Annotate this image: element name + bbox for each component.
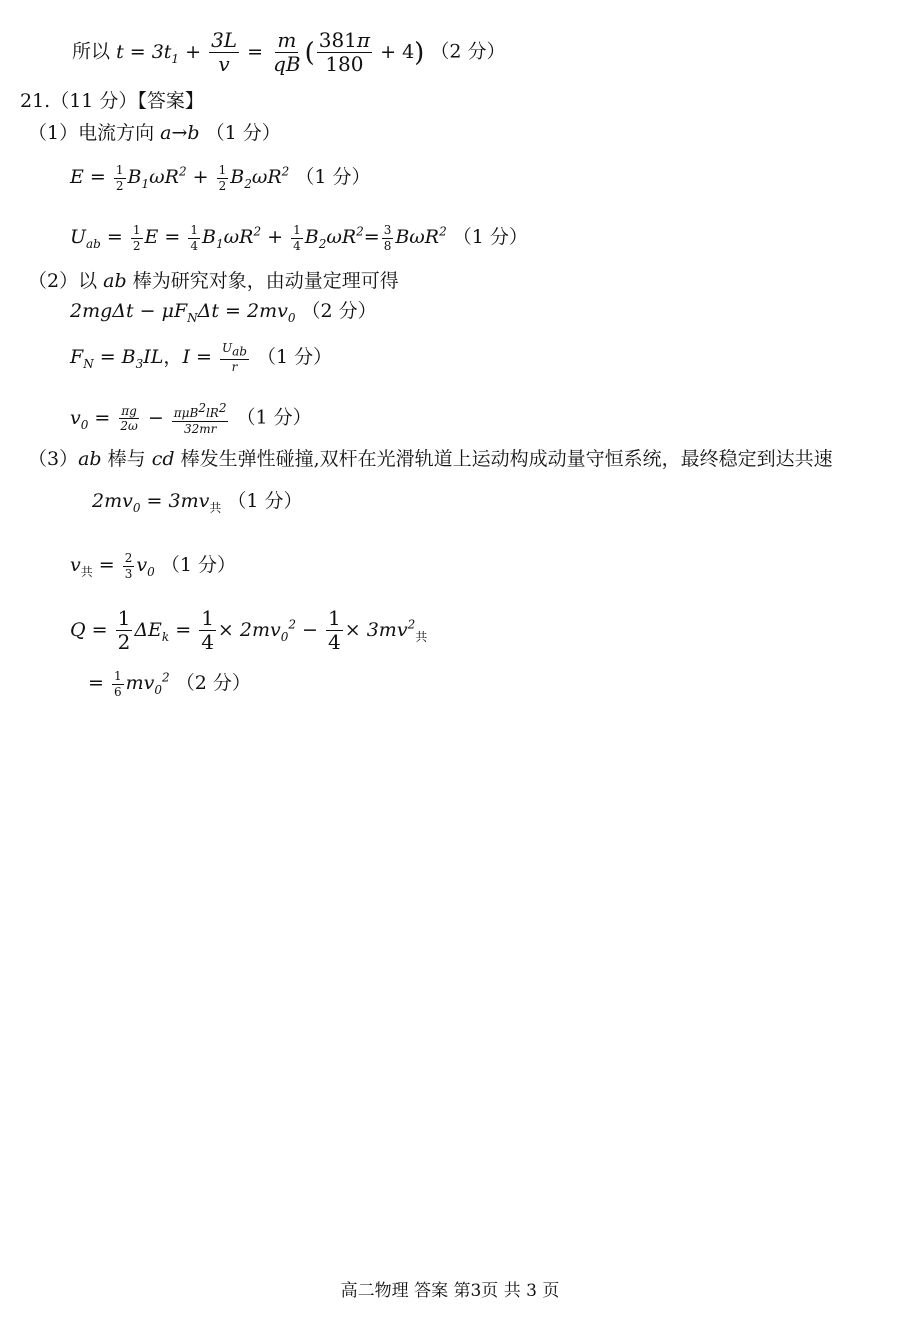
part3-common-velocity: $v_共$ = $\frac{2}{3}$ $v_0$ （1 分）: [70, 551, 236, 581]
part2-heading: [28, 272, 399, 291]
rod-ab: ab: [78, 448, 102, 470]
question-21-header: 21.（11 分）【答案】: [20, 90, 204, 112]
gong-subscript: 共: [415, 629, 428, 644]
part1-heading: [28, 124, 281, 143]
so-label: 所以: [72, 40, 111, 63]
score-label: （1 分）: [295, 166, 371, 189]
part3-heat-result: = $\frac{1}{6}$ $mv_0^2$ （2 分）: [88, 669, 251, 699]
rod-cd: cd: [151, 448, 175, 470]
part3-momentum-conservation: $2mv_0 = 3mv_共$ （1 分）: [92, 490, 303, 515]
score-label: （2 分）: [301, 300, 377, 322]
part3-heading-mid: 棒与: [107, 448, 146, 470]
score-label: （1 分）: [160, 554, 236, 577]
part2-momentum-equation: $2mg\Delta t - \mu F_N\Delta t = 2mv_0$ （2 分）: [70, 300, 377, 325]
part2-heading-text: （2）以: [28, 270, 98, 292]
score-label: （2 分）: [175, 672, 251, 695]
part2-velocity-equation: $v_0$ = $\frac{\pi g}{2\omega}$ − $\frac{\pi\mu B^2lR^2}{32mr}$ （1 分）: [70, 401, 312, 436]
score-label: （1 分）: [452, 226, 528, 249]
score-label: （1 分）: [236, 406, 312, 429]
part3-heading-text: （3）: [28, 448, 79, 470]
gong-subscript: 共: [80, 564, 93, 579]
part1-heading-text: （1）电流方向: [28, 122, 155, 144]
time-equation: $t = 3t_1$ + $\frac{3L}{v}$ = $\frac{m}{qB}$ ( $\frac{381\pi}{180}$ + 4): [116, 28, 425, 76]
current-direction: a→b: [160, 122, 200, 144]
part1-emf-equation: E = $\frac{1}{2}$ $B_1\omega R^2$ + $\frac{1}{2}$ $B_2\omega R^2$ （1 分）: [70, 163, 371, 193]
rod-ab: ab: [103, 270, 127, 292]
part2-force-equation: $F_N = B_3IL$，I = $\frac{U_{ab}}{r}$ （1 分）: [70, 341, 333, 374]
page-footer: 高二物理 答案 第3页 共 3 页: [340, 1281, 560, 1301]
part3-heat-equation: Q = $\frac{1}{2}$ $\Delta E_k$ = $\frac{1}{4}$ × $2mv_0^2$ − $\frac{1}{4}$ × $3mv^2_共$: [70, 606, 428, 654]
score-label: （1 分）: [256, 345, 333, 368]
part3-heading-suffix: 棒发生弹性碰撞,双杆在光滑轨道上运动构成动量守恒系统，最终稳定到达共速: [180, 448, 833, 470]
gong-subscript: 共: [209, 500, 222, 515]
score-label: （2 分）: [430, 40, 506, 63]
score-label: （1 分）: [205, 122, 281, 144]
part1-voltage-equation: $U_{ab}$ = $\frac{1}{2}$ E = $\frac{1}{4}$ $B_1\omega R^2$ + $\frac{1}{4}$ $B_2\omega R^2=$ $\frac{3}{8}$ BωR$^2$ （1 分）: [70, 223, 528, 253]
score-label: （1 分）: [227, 490, 303, 512]
part3-heading: [28, 450, 833, 469]
part2-heading-suffix: 棒为研究对象，由动量定理可得: [132, 270, 399, 292]
time-equation-line: [72, 30, 506, 75]
